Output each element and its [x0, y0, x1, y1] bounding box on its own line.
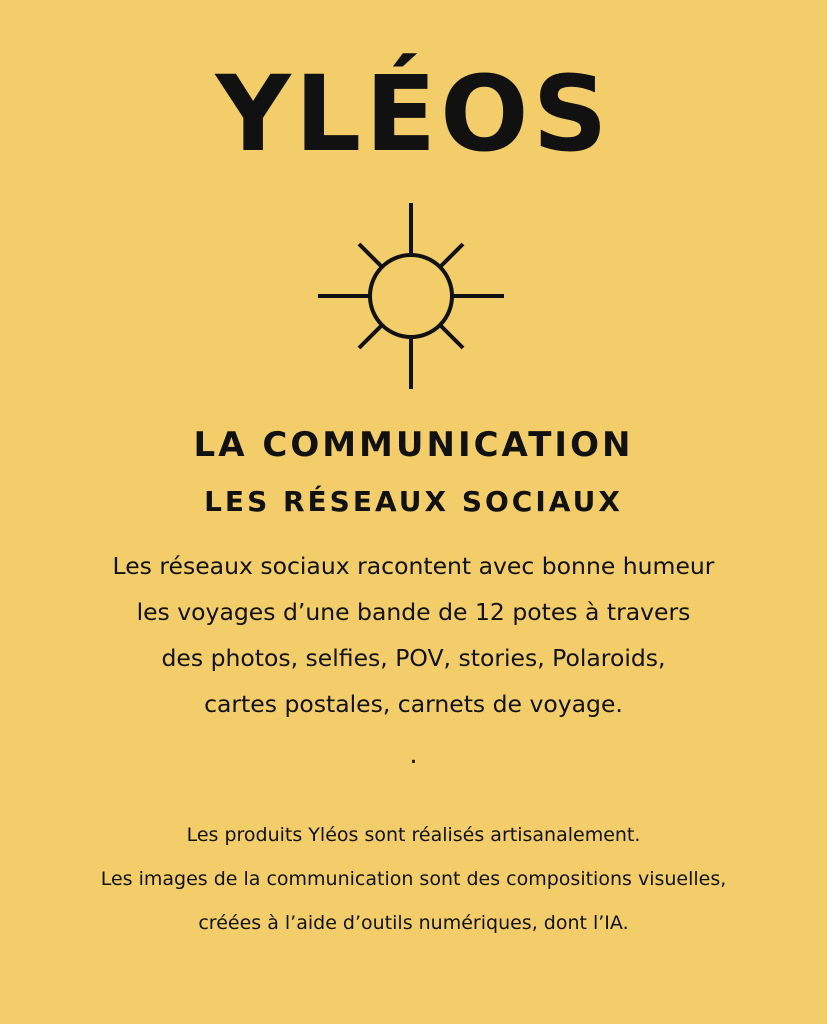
footnote-line: créées à l’aide d’outils numériques, dont l’IA. [198, 912, 629, 934]
footnote-line: Les images de la communication sont des compositions visuelles, [100, 868, 727, 890]
description-line: des photos, selfies, POV, stories, Polaroids, [161, 644, 666, 672]
description-line: Les réseaux sociaux racontent avec bonne humeur [112, 552, 715, 580]
footnote-line: Les produits Yléos sont réalisés artisanalement. [186, 824, 641, 846]
sun-icon [318, 203, 504, 389]
description-line: cartes postales, carnets de voyage. [204, 690, 623, 718]
brand-logo: YLÉOS [215, 53, 612, 175]
separator-dot: . [409, 740, 418, 770]
section-subtitle: LES RÉSEAUX SOCIAUX [204, 485, 623, 518]
description-line: les voyages d’une bande de 12 potes à travers [136, 598, 691, 626]
section-title: LA COMMUNICATION [193, 425, 634, 465]
footnote [0, 813, 827, 945]
description [0, 543, 827, 727]
